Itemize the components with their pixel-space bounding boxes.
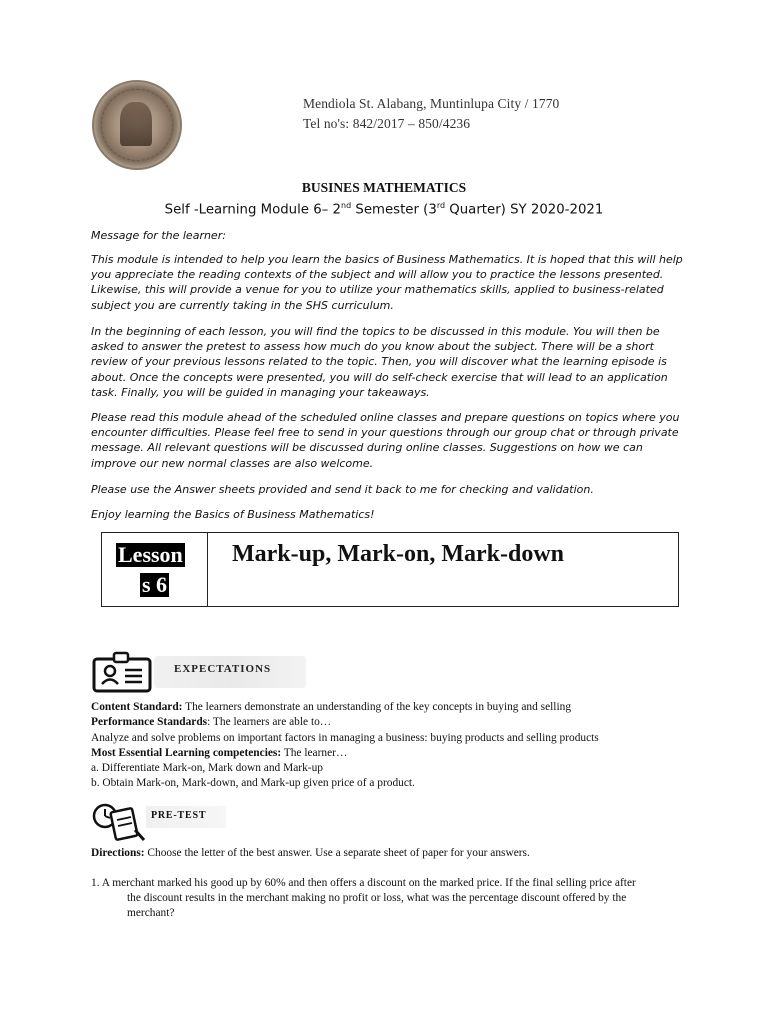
school-address: Mendiola St. Alabang, Muntinlupa City / 1770 — [303, 96, 560, 111]
question-1: 1. A merchant marked his good up by 60% and then offers a discount on the marked price. If the final selling price after the discount results in the merchant making no profit or loss, what was the percentage discount offered by the merchant? — [91, 877, 636, 919]
performance-detail: Analyze and solve problems on important factors in managing a business: buying products and selling products — [91, 731, 599, 744]
lesson-header-box — [101, 532, 679, 607]
expectations-content — [91, 700, 691, 792]
id-card-icon — [92, 651, 154, 693]
competency-b: b. Obtain Mark-on, Mark-down, and Mark-up given price of a product. — [91, 777, 415, 790]
message-heading: Message for the learner: — [91, 229, 226, 242]
subject-title: BUSINES MATHEMATICS — [301, 180, 467, 195]
message-paragraph-2: In the beginning of each lesson, you will find the topics to be discussed in this module. You will then be asked to answer the pretest to assess how much do you know about the subject. There will be a short review of your previous lessons related to the topic. Then, you will discover what the learning episode is about. Once the concepts were presented, you will do self-check exercise that will lead to an application task. Finally, you will be guided in managing your takeaways. — [91, 325, 668, 399]
performance-standards: Performance Standards: The learners are able to… — [91, 716, 332, 729]
melc: Most Essential Learning competencies: The learner… — [91, 746, 348, 759]
message-paragraph-3: Please read this module ahead of the scheduled online classes and prepare questions on topics where you encounter difficulties. Please feel free to send in your questions through our group chat or through private message. All relevant questions will be discussed during online classes. Suggestions on how we can improve our new normal classes are also welcome. — [91, 411, 680, 470]
content-standard: Content Standard: The learners demonstrate an understanding of the key concepts in buying and selling — [91, 701, 572, 713]
module-title: Self -Learning Module 6– 2nd Semester (3rd Quarter) SY 2020-2021 — [164, 201, 604, 218]
pretest-label: PRE-TEST — [151, 810, 207, 821]
lesson-label: Lesson — [118, 542, 183, 567]
school-phone: Tel no's: 842/2017 – 850/4236 — [303, 116, 471, 131]
expectations-label: EXPECTATIONS — [174, 663, 272, 675]
clock-clipboard-icon — [91, 800, 147, 842]
school-seal — [92, 80, 182, 170]
message-paragraph-5: Enjoy learning the Basics of Business Mathematics! — [91, 508, 375, 521]
message-paragraph-1: This module is intended to help you learn the basics of Business Mathematics. It is hoped that this will help you appreciate the reading contexts of the subject and will allow you to practice the lessons presented. Likewise, this will provide a venue for you to utilize your mathematics skills, applied to business-related subject you are currently taking in the SHS curriculum. — [91, 253, 683, 312]
lesson-number-cell — [102, 533, 208, 606]
lesson-number: s 6 — [142, 572, 168, 597]
directions: Directions: Choose the letter of the best answer. Use a separate sheet of paper for your answers. — [91, 847, 530, 859]
message-paragraph-4: Please use the Answer sheets provided and send it back to me for checking and validation. — [91, 483, 594, 496]
lesson-title: Mark-up, Mark-on, Mark-down — [232, 541, 565, 567]
competency-a: a. Differentiate Mark-on, Mark down and Mark-up — [91, 762, 323, 775]
